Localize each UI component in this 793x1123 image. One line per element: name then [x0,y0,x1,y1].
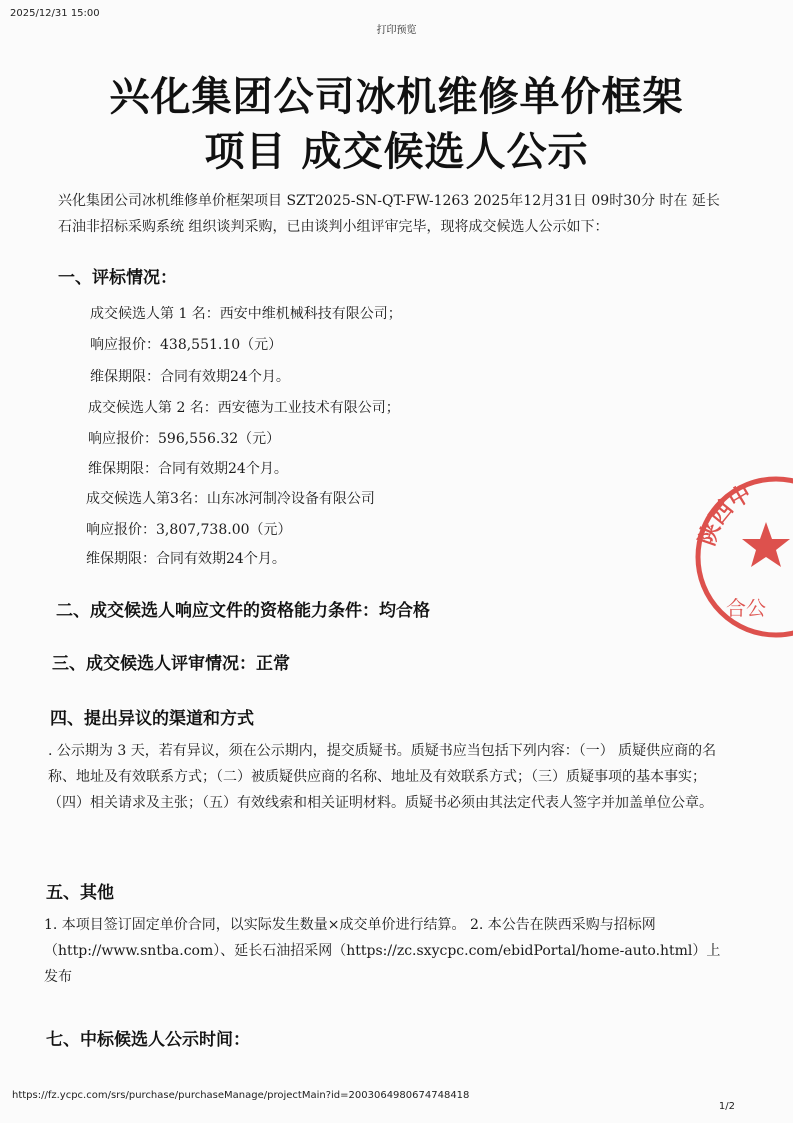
section-1-heading: 一、评标情况： [58,268,177,288]
svg-text:合公: 合公 [726,596,766,620]
candidate-1-rank: 成交候选人第 1 名：西安中维机械科技有限公司； [90,306,402,322]
document-title-line-2: 项目 成交候选人公示 [204,129,589,175]
svg-text:陕西中: 陕西中 [693,480,757,549]
section-2-heading: 二、成交候选人响应文件的资格能力条件：均合格 [56,601,430,621]
section-5-body: 1. 本项目签订固定单价合同，以实际发生数量×成交单价进行结算。 2. 本公告在陕西采购与招标网（http://www.sntba.com）、延长石油招采网（https://zc.sxycpc.com/ebidPortal/home-auto.html）上发布 [44,917,721,985]
section-7-heading: 七、中标候选人公示时间： [46,1030,250,1050]
section-3-heading: 三、成交候选人评审情况：正常 [52,654,290,674]
candidate-3-rank: 成交候选人第3名：山东冰河制冷设备有限公司 [86,491,375,507]
candidate-3-warranty: 维保期限：合同有效期24个月。 [86,551,286,567]
candidate-3-price: 响应报价：3,807,738.00（元） [86,522,292,538]
section-4-body: . 公示期为 3 天，若有异议，须在公示期内，提交质疑书。质疑书应当包括下列内容：（一） 质疑供应商的名称、地址及有效联系方式；（二）被质疑供应商的名称、地址及有效联系方式；（三）质疑事项的基本事实；（四）相关请求及主张；（五）有效线索和相关证明材料。质疑书必须由其法定代表人签字并加盖单位公章。 [48,743,717,811]
candidate-2-warranty: 维保期限：合同有效期24个月。 [88,461,288,477]
footer-url: https://fz.ycpc.com/srs/purchase/purchaseManage/projectMain?id=2003064980674748418 [12,1090,470,1101]
candidate-2-price: 响应报价：596,556.32（元） [88,431,281,447]
section-4-heading: 四、提出异议的渠道和方式 [50,709,254,729]
section-5-heading: 五、其他 [46,883,114,903]
document-title-line-1: 兴化集团公司冰机维修单价框架 [109,74,684,120]
print-preview-title: 打印预览 [376,25,417,36]
page-number: 1/2 [718,1101,735,1112]
intro-paragraph: 兴化集团公司冰机维修单价框架项目 SZT2025-SN-QT-FW-1263 2025年12月31日 09时30分 时在 延长石油非招标采购系统 组织谈判采购，已由谈判小组评审完毕，现将成交候选人公示如下： [58,193,720,235]
print-timestamp: 2025/12/31 15:00 [10,8,100,19]
candidate-1-warranty: 维保期限：合同有效期24个月。 [90,369,290,385]
candidate-2-rank: 成交候选人第 2 名：西安德为工业技术有限公司； [88,400,400,416]
candidate-1-price: 响应报价：438,551.10（元） [90,337,283,353]
company-seal-icon [691,472,793,642]
